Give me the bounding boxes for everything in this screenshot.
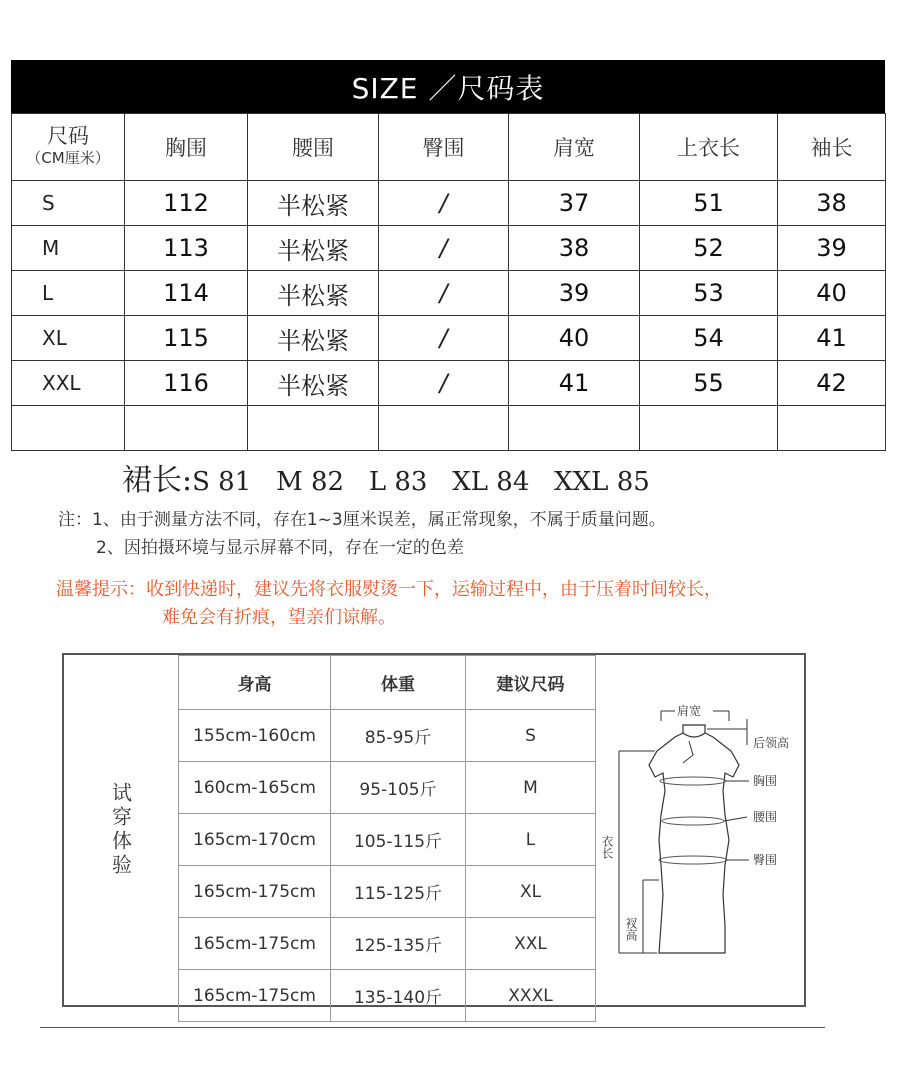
bottom-divider: [40, 1027, 825, 1028]
table-row: [179, 710, 596, 762]
cell-weight: 85-95斤: [331, 710, 466, 762]
fit-side-text: 试穿体验: [108, 782, 133, 878]
cell-sleeve: 39: [778, 226, 886, 271]
collar-line: [707, 719, 747, 745]
qipao-measurement-diagram: [597, 655, 806, 1005]
note-2: 2、因拍摄环境与显示屏幕不同，存在一定的色差: [96, 538, 464, 558]
cell-sleeve: 40: [778, 271, 886, 316]
table-row: [179, 762, 596, 814]
cell-chest: 115: [125, 316, 248, 361]
table-row: [179, 814, 596, 866]
cell-length: 51: [640, 181, 778, 226]
table-row: [12, 226, 886, 271]
cell-length: 55: [640, 361, 778, 406]
dress-outline: [649, 733, 739, 953]
label-slit: 衩高: [624, 917, 638, 941]
cell-waist: 半松紧: [248, 181, 379, 226]
cell-hip: /: [379, 361, 509, 406]
chest-ring: [660, 777, 726, 785]
cell-size: L: [466, 814, 596, 866]
empty-cell: [509, 406, 640, 451]
table-row-empty: [12, 406, 886, 451]
fit-side-label: [64, 655, 178, 1005]
empty-cell: [125, 406, 248, 451]
cell-size: XL: [12, 316, 125, 361]
table-row: [179, 918, 596, 970]
cell-size: XL: [466, 866, 596, 918]
cell-length: 54: [640, 316, 778, 361]
cell-weight: 95-105斤: [331, 762, 466, 814]
cell-length: 53: [640, 271, 778, 316]
front-panel: [683, 741, 693, 763]
cell-chest: 112: [125, 181, 248, 226]
table-row: [12, 181, 886, 226]
collar: [683, 725, 705, 737]
cell-size: S: [12, 181, 125, 226]
header-length: 上衣长: [640, 114, 778, 181]
hip-ring: [659, 856, 727, 864]
header-waist: 腰围: [248, 114, 379, 181]
tip-line-2: 难免会有折痕，望亲们谅解。: [162, 607, 396, 628]
cell-hip: /: [379, 226, 509, 271]
header-shoulder: 肩宽: [509, 114, 640, 181]
fit-experience-box: [62, 653, 806, 1007]
cell-shoulder: 37: [509, 181, 640, 226]
cell-chest: 113: [125, 226, 248, 271]
cell-shoulder: 40: [509, 316, 640, 361]
cell-height: 165cm-175cm: [179, 866, 331, 918]
table-row: [179, 866, 596, 918]
waist-ring: [662, 817, 724, 825]
cell-sleeve: 42: [778, 361, 886, 406]
empty-cell: [379, 406, 509, 451]
size-chart-title: SIZE ／尺码表: [11, 60, 885, 113]
empty-cell: [778, 406, 886, 451]
fit-table-header: [179, 656, 596, 710]
fit-table: [178, 655, 596, 1022]
tip-line-1: 温馨提示：收到快递时，建议先将衣服熨烫一下，运输过程中，由于压着时间较长，: [56, 579, 722, 600]
header-hip: 臀围: [379, 114, 509, 181]
cell-weight: 135-140斤: [331, 970, 466, 1022]
size-table-header: [12, 114, 886, 181]
cell-height: 160cm-165cm: [179, 762, 331, 814]
slit-line: [643, 880, 659, 953]
waist-line: [724, 817, 747, 821]
label-waist: 腰围: [753, 810, 778, 824]
label-hip: 臀围: [753, 853, 778, 867]
cell-sleeve: 38: [778, 181, 886, 226]
label-length: 衣长: [600, 835, 614, 859]
skirt-length-values: S 81 M 82 L 83 XL 84 XXL 85: [192, 467, 650, 497]
header-size: [12, 114, 125, 181]
cell-height: 165cm-175cm: [179, 970, 331, 1022]
label-chest: 胸围: [753, 774, 778, 788]
cell-chest: 116: [125, 361, 248, 406]
cell-size: M: [12, 226, 125, 271]
header-recommend: 建议尺码: [466, 656, 596, 710]
cell-waist: 半松紧: [248, 271, 379, 316]
empty-cell: [640, 406, 778, 451]
cell-waist: 半松紧: [248, 316, 379, 361]
cell-shoulder: 39: [509, 271, 640, 316]
label-collar: 后领高: [753, 736, 790, 750]
header-height: 身高: [179, 656, 331, 710]
header-weight: 体重: [331, 656, 466, 710]
cell-weight: 105-115斤: [331, 814, 466, 866]
header-size-label: 尺码: [47, 124, 89, 148]
header-unit: （CM厘米）: [26, 149, 110, 167]
note-1: 注：1、由于测量方法不同，存在1~3厘米误差，属正常现象，不属于质量问题。: [58, 510, 666, 530]
cell-hip: /: [379, 181, 509, 226]
skirt-length: [122, 455, 650, 499]
cell-size: M: [466, 762, 596, 814]
cell-chest: 114: [125, 271, 248, 316]
cell-length: 52: [640, 226, 778, 271]
empty-cell: [248, 406, 379, 451]
cell-weight: 125-135斤: [331, 918, 466, 970]
table-row: [12, 271, 886, 316]
cell-waist: 半松紧: [248, 226, 379, 271]
cell-sleeve: 41: [778, 316, 886, 361]
cell-hip: /: [379, 271, 509, 316]
empty-cell: [12, 406, 125, 451]
label-shoulder: 肩宽: [677, 704, 702, 718]
cell-size: XXL: [12, 361, 125, 406]
table-row: [179, 970, 596, 1022]
cell-height: 165cm-175cm: [179, 918, 331, 970]
table-row: [12, 361, 886, 406]
header-sleeve: 袖长: [778, 114, 886, 181]
cell-waist: 半松紧: [248, 361, 379, 406]
cell-height: 155cm-160cm: [179, 710, 331, 762]
skirt-length-label: 裙长:: [122, 463, 193, 498]
cell-size: L: [12, 271, 125, 316]
cell-size: S: [466, 710, 596, 762]
cell-shoulder: 38: [509, 226, 640, 271]
cell-size: XXL: [466, 918, 596, 970]
header-chest: 胸围: [125, 114, 248, 181]
cell-size: XXXL: [466, 970, 596, 1022]
cell-weight: 115-125斤: [331, 866, 466, 918]
cell-height: 165cm-170cm: [179, 814, 331, 866]
cell-hip: /: [379, 316, 509, 361]
size-table: [11, 113, 886, 451]
table-row: [12, 316, 886, 361]
cell-shoulder: 41: [509, 361, 640, 406]
